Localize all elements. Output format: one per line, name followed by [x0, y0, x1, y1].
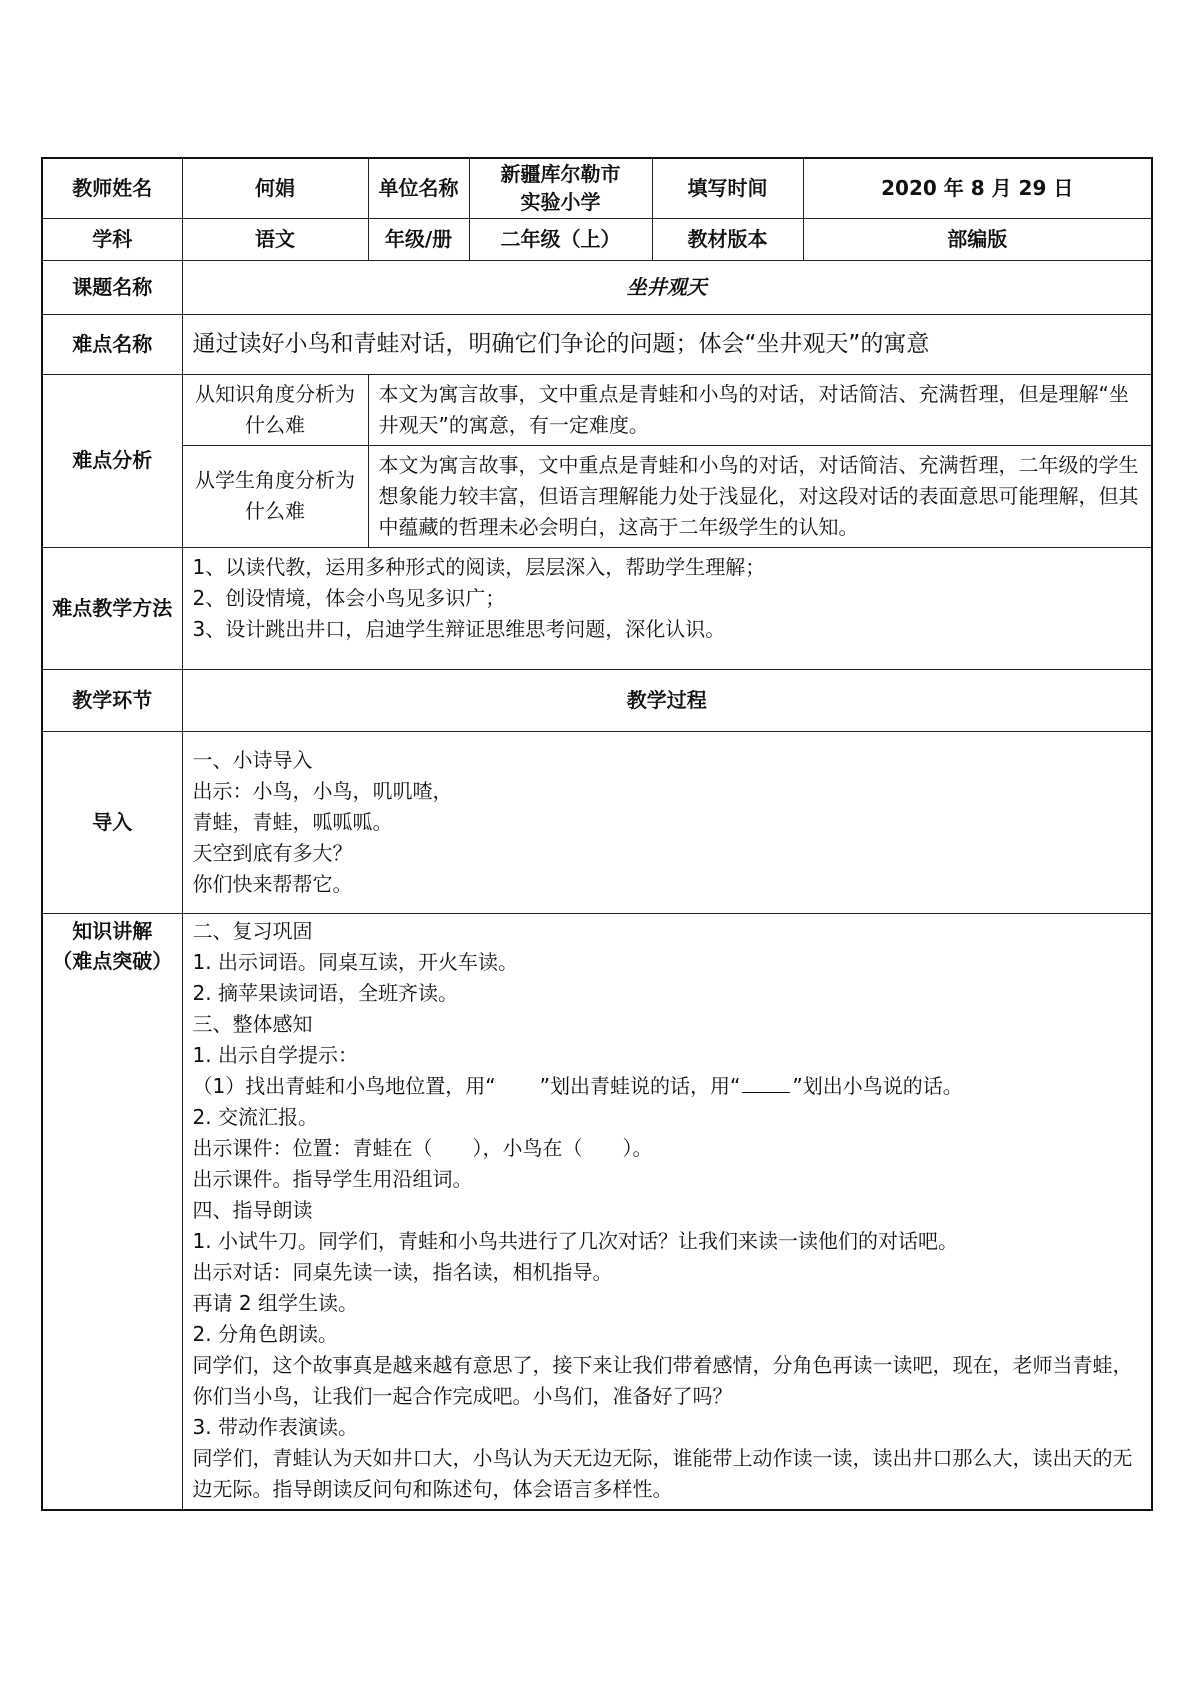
method-item: 3、设计跳出井口，启迪学生辩证思维思考问题，深化认识。	[192, 616, 726, 641]
difficulty-value: 通过读好小鸟和青蛙对话，明确它们争论的问题；体会“坐井观天”的寓意	[182, 314, 1152, 374]
lesson-plan-table	[41, 157, 1153, 1511]
unit-name-line2: 实验小学	[520, 190, 601, 215]
knowledge-line-marking	[193, 1071, 1142, 1102]
knowledge-line: 2. 分角色朗读。	[192, 1321, 338, 1346]
student-angle-line2: 什么难	[245, 499, 305, 523]
marking-part-2: ”划出青蛙说的话，用“	[539, 1073, 741, 1098]
difficulty-row	[42, 314, 1152, 374]
lesson-plan-sheet	[41, 157, 1151, 1511]
topic-label: 课题名称	[42, 260, 182, 314]
intro-line: 你们快来帮帮它。	[192, 871, 353, 896]
knowledge-line: 1. 出示自学提示：	[192, 1042, 358, 1067]
header-row-2	[42, 218, 1152, 260]
date-value: 2020 年 8 月 29 日	[803, 158, 1152, 218]
analysis-label: 难点分析	[42, 374, 182, 547]
knowledge-paragraph: 同学们，这个故事真是越来越有意思了，接下来让我们带着感情，分角色再读一读吧，现在，老师当青蛙，你们当小鸟，让我们一起合作完成吧。小鸟们，准备好了吗？	[192, 1352, 1133, 1408]
knowledge-line: 再请 2 组学生读。	[192, 1290, 358, 1315]
topic-value: 坐井观天	[182, 260, 1152, 314]
unit-name	[469, 158, 652, 218]
student-angle-text: 本文为寓言故事，文中重点是青蛙和小鸟的对话，对话简洁、充满哲理，二年级的学生想象能力较丰富，但语言理解能力处于浅显化，对这段对话的表面意思可能理解，但其中蕴藏的哲理未必会明白，这高于二年级学生的认知。	[368, 445, 1152, 547]
knowledge-line: 1. 出示词语。同桌互读，开火车读。	[192, 949, 518, 974]
knowledge-angle-label	[182, 374, 368, 445]
knowledge-line: 2. 摘苹果读词语，全班齐读。	[192, 980, 458, 1005]
knowledge-angle-line1: 从知识角度分析为	[195, 381, 355, 406]
difficulty-label: 难点名称	[42, 314, 182, 374]
knowledge-line: 2. 交流汇报。	[192, 1104, 318, 1129]
knowledge-label-line1: 知识讲解	[72, 918, 153, 943]
marking-part-1: （1）找出青蛙和小鸟地位置，用“	[192, 1073, 496, 1098]
methods-label: 难点教学方法	[42, 547, 182, 669]
student-angle-label	[182, 445, 368, 547]
analysis-row-knowledge	[42, 374, 1152, 445]
date-label: 填写时间	[652, 158, 803, 218]
underline-blank	[742, 1072, 790, 1093]
marking-part-3: ”划出小鸟说的话。	[792, 1073, 963, 1098]
knowledge-line: 3. 带动作表演读。	[192, 1414, 358, 1439]
knowledge-line: 出示对话：同桌先读一读，指名读，相机指导。	[192, 1259, 613, 1284]
grade-value: 二年级（上）	[469, 218, 652, 260]
knowledge-line: 1. 小试牛刀。同学们，青蛙和小鸟共进行了几次对话？让我们来读一读他们的对话吧。	[192, 1228, 958, 1253]
process-label: 教学过程	[182, 669, 1152, 731]
teacher-name: 何娟	[182, 158, 368, 218]
knowledge-label-line2: （难点突破）	[52, 948, 173, 973]
intro-label: 导入	[42, 731, 182, 913]
intro-line: 青蛙，青蛙，呱呱呱。	[192, 809, 393, 834]
knowledge-line: 出示课件。指导学生用沿组词。	[192, 1166, 473, 1191]
knowledge-line: 三、整体感知	[192, 1011, 313, 1036]
method-item: 1、以读代教，运用多种形式的阅读，层层深入，帮助学生理解；	[192, 554, 766, 579]
analysis-row-student	[42, 445, 1152, 547]
subject-value: 语文	[182, 218, 368, 260]
methods-row	[42, 547, 1152, 669]
unit-label: 单位名称	[368, 158, 469, 218]
header-row-1	[42, 158, 1152, 218]
knowledge-angle-line2: 什么难	[245, 412, 305, 437]
knowledge-label	[42, 913, 182, 1510]
teacher-label: 教师姓名	[42, 158, 182, 218]
edition-label: 教材版本	[652, 218, 803, 260]
intro-content	[182, 731, 1152, 913]
edition-value: 部编版	[803, 218, 1152, 260]
intro-line: 出示：小鸟，小鸟，叽叽喳，	[192, 778, 453, 803]
knowledge-angle-text: 本文为寓言故事，文中重点是青蛙和小鸟的对话，对话简洁、充满哲理，但是理解“坐井观天”的寓意，有一定难度。	[368, 374, 1152, 445]
methods-list	[182, 547, 1152, 669]
knowledge-line: 二、复习巩固	[192, 918, 313, 943]
stage-label: 教学环节	[42, 669, 182, 731]
intro-line: 天空到底有多大？	[192, 840, 353, 865]
intro-line: 一、小诗导入	[192, 747, 313, 772]
knowledge-line: 四、指导朗读	[192, 1197, 313, 1222]
process-header-row	[42, 669, 1152, 731]
knowledge-row	[42, 913, 1152, 1510]
student-angle-line1: 从学生角度分析为	[195, 468, 355, 492]
subject-label: 学科	[42, 218, 182, 260]
method-item: 2、创设情境，体会小鸟见多识广；	[192, 585, 506, 610]
knowledge-paragraph: 同学们，青蛙认为天如井口大，小鸟认为天无边无际，谁能带上动作读一读，读出井口那么大，读出天的无边无际。指导朗读反问句和陈述句，体会语言多样性。	[192, 1445, 1133, 1501]
unit-name-line1: 新疆库尔勒市	[500, 162, 621, 187]
grade-label: 年级/册	[368, 218, 469, 260]
knowledge-content	[182, 913, 1152, 1510]
topic-row	[42, 260, 1152, 314]
intro-row	[42, 731, 1152, 913]
knowledge-line: 出示课件：位置：青蛙在（ ），小鸟在（ ）。	[192, 1135, 653, 1160]
